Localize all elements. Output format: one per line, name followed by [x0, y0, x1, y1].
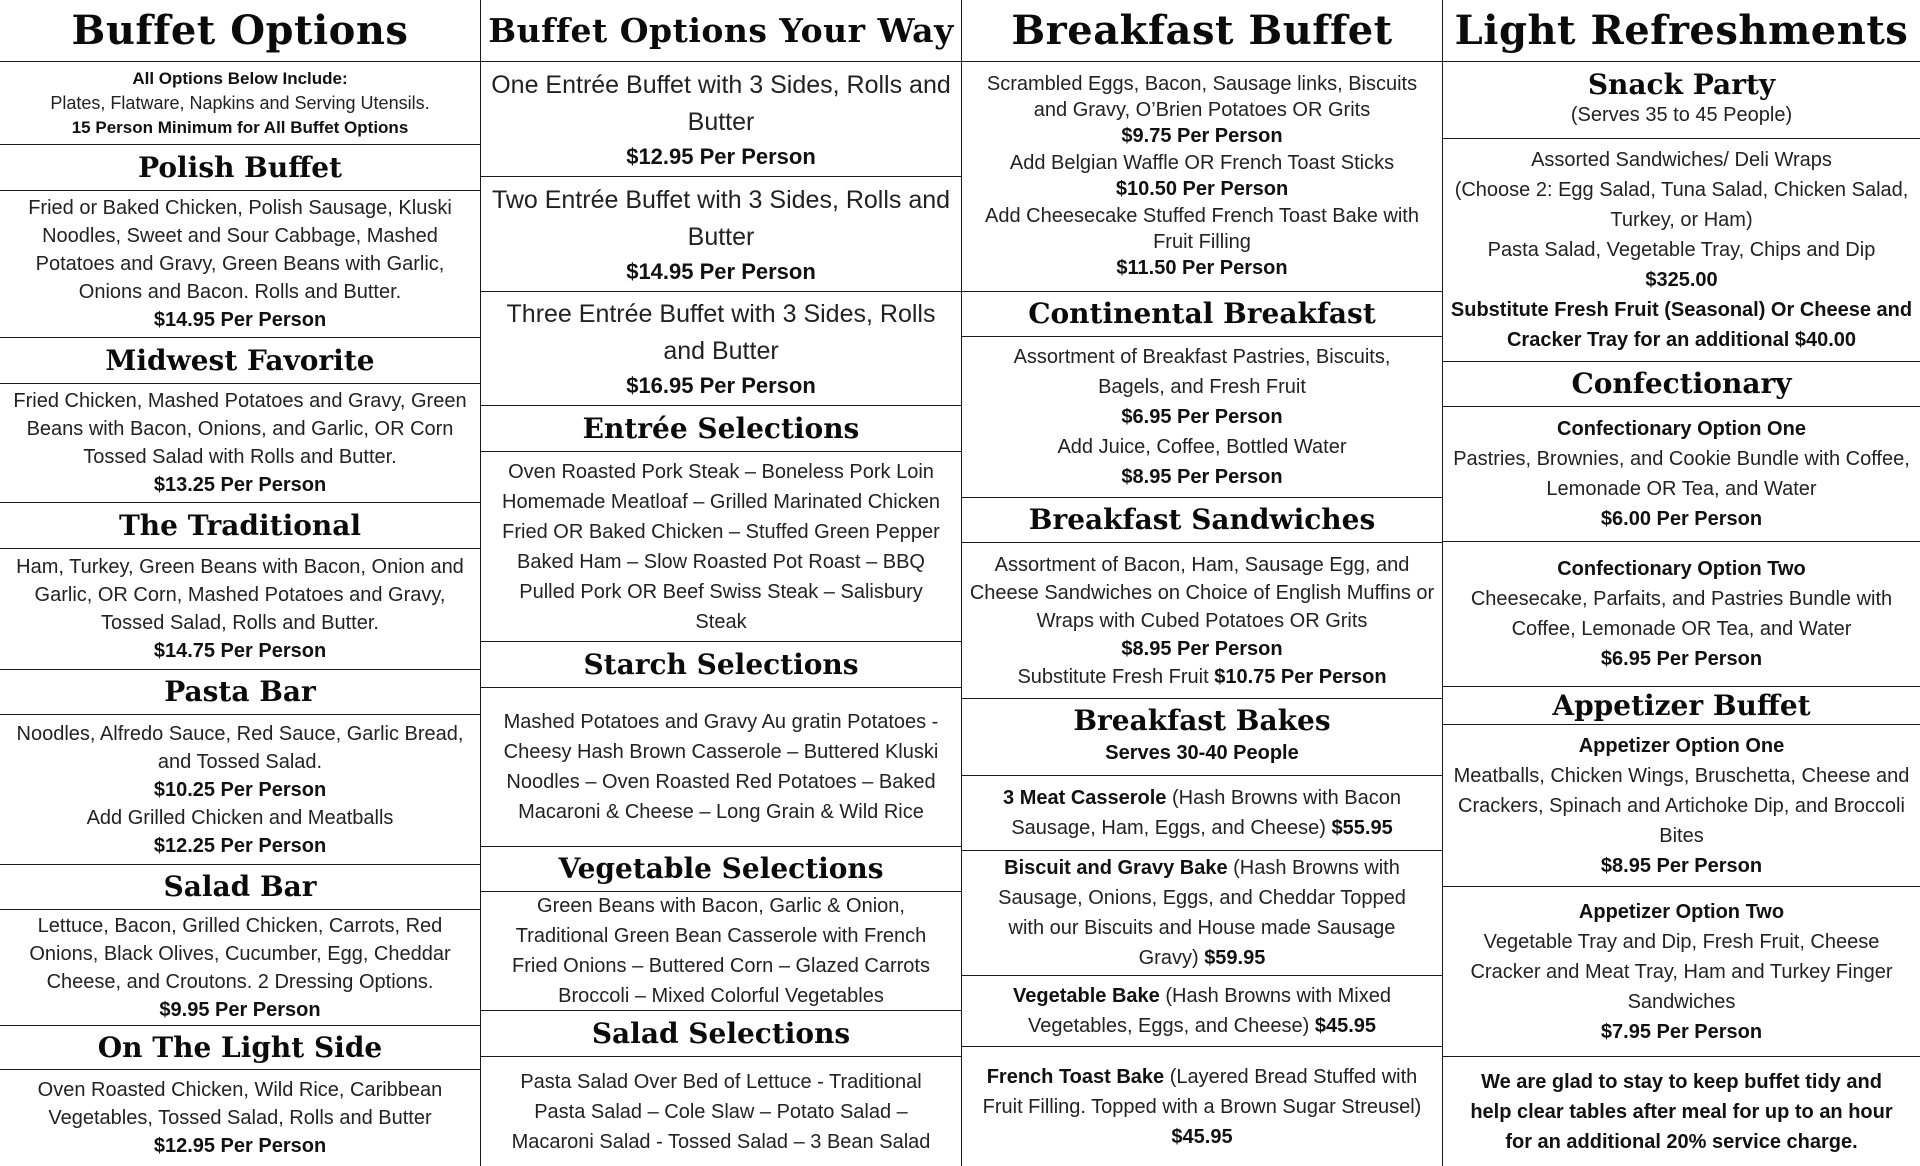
section-body-cell [481, 892, 961, 1011]
option-price: $6.95 Per Person [1600, 648, 1763, 670]
option-title: Appetizer Option Two [1578, 900, 1785, 923]
section-heading-cell [0, 145, 480, 191]
section-price: $9.75 Per Person [1121, 125, 1283, 147]
section-addon-price: $10.50 Per Person [1115, 178, 1289, 200]
section-text: Mashed Potatoes and Gravy Au gratin Potatoes - Cheesy Hash Brown Casserole – Buttered Kluski Noodles – Oven Roasted Red Potatoes – Baked Macaroni & Cheese – Long Grain & Wild Rice [503, 711, 939, 823]
section-body-cell [0, 715, 480, 865]
section-body-cell [0, 191, 480, 338]
bake-item-cell [962, 776, 1442, 851]
option-cell [481, 62, 961, 177]
column-buffet-your-way [481, 0, 962, 1166]
section-heading: Midwest Favorite [105, 343, 375, 377]
sub-price: $10.75 Per Person [1214, 665, 1387, 688]
option-text: Cheesecake, Parfaits, and Pastries Bundle with Coffee, Lemonade OR Tea, and Water [1470, 588, 1893, 640]
intro-line-2: Plates, Flatware, Napkins and Serving Utensils. [50, 92, 430, 113]
section-price: $6.95 Per Person [1121, 406, 1283, 428]
intro-line-1: All Options Below Include: [132, 68, 348, 88]
section-body-cell [962, 337, 1442, 498]
section-heading: Pasta Bar [164, 675, 316, 708]
service-note: We are glad to stay to keep buffet tidy and help clear tables after meal for up to an hour for an additional 20% service charge. [1470, 1070, 1893, 1153]
option-text: Pastries, Brownies, and Cookie Bundle with Coffee, Lemonade OR Tea, and Water [1453, 448, 1910, 500]
section-heading-cell [481, 847, 961, 892]
bake-price: $45.95 [1171, 1125, 1233, 1148]
section-heading-cell [0, 503, 480, 549]
section-addon-price: $12.25 Per Person [153, 834, 327, 857]
option-price: $16.95 Per Person [626, 373, 816, 398]
bake-name: French Toast Bake [986, 1065, 1165, 1088]
section-sub [968, 663, 1436, 691]
bake-price: $45.95 [1314, 1015, 1377, 1037]
section-addon: Add Cheesecake Stuffed French Toast Bake with Fruit Filling [985, 205, 1419, 253]
section-text: Noodles, Alfredo Sauce, Red Sauce, Garlic Bread, and Tossed Salad. [16, 722, 464, 773]
section-heading-cell [1443, 62, 1920, 139]
section-text: Green Beans with Bacon, Garlic & Onion, Traditional Green Bean Casserole with French Fried Onions – Buttered Corn – Glazed Carrots Broccoli – Mixed Colorful Vegetables [512, 895, 930, 1007]
section-heading: Vegetable Selections [558, 852, 884, 885]
section-price: $13.25 Per Person [153, 474, 327, 496]
sub-label: Substitute Fresh Fruit [1017, 665, 1209, 688]
option-cell [1443, 542, 1920, 687]
option-text: Two Entrée Buffet with 3 Sides, Rolls and Butter [491, 185, 951, 251]
bake-name: Vegetable Bake [1013, 985, 1160, 1007]
section-heading: The Traditional [118, 508, 362, 542]
section-heading-cell [962, 292, 1442, 337]
section-heading-cell [1443, 687, 1920, 725]
bake-desc: (Hash Browns with Bacon Sausage, Ham, Eggs, and Cheese) [1011, 787, 1401, 839]
section-body-cell [481, 1057, 961, 1166]
section-heading-cell [481, 406, 961, 452]
bake-desc: (Layered Bread Stuffed with Fruit Filling. Topped with a Brown Sugar Streusel) [982, 1065, 1422, 1118]
column-title-cell [962, 0, 1442, 62]
column-title-cell [481, 0, 961, 62]
section-heading-cell [0, 1026, 480, 1070]
section-heading: Breakfast Sandwiches [1028, 503, 1376, 536]
snack-text-1: Assorted Sandwiches/ Deli Wraps [1531, 149, 1832, 171]
section-addon-price: $8.95 Per Person [1121, 466, 1283, 488]
column-title: Breakfast Buffet [1011, 6, 1393, 54]
section-heading: Starch Selections [583, 647, 859, 681]
section-text: Pasta Salad Over Bed of Lettuce - Traditional Pasta Salad – Cole Slaw – Potato Salad – Macaroni Salad - Tossed Salad – 3 Bean Salad [511, 1070, 931, 1153]
section-heading-cell [962, 699, 1442, 776]
option-cell [1443, 407, 1920, 542]
option-text: Meatballs, Chicken Wings, Bruschetta, Cheese and Crackers, Spinach and Artichoke Dip, and Broccoli Bites [1453, 764, 1910, 847]
option-cell [481, 177, 961, 292]
section-heading-cell [481, 1011, 961, 1057]
option-price: $12.95 Per Person [626, 143, 816, 169]
section-heading: Salad Bar [163, 870, 317, 903]
section-text: Assortment of Bacon, Ham, Sausage Egg, and Cheese Sandwiches on Choice of English Muffins or Wraps with Cubed Potatoes OR Grits [969, 553, 1435, 632]
section-heading: On The Light Side [97, 1030, 383, 1064]
section-text: Oven Roasted Chicken, Wild Rice, Caribbean Vegetables, Tossed Salad, Rolls and Butter [37, 1079, 443, 1129]
bake-item-cell [962, 976, 1442, 1047]
option-text: Three Entrée Buffet with 3 Sides, Rolls and Butter [506, 300, 936, 365]
section-heading: Breakfast Bakes [1073, 704, 1331, 737]
section-addon: Add Juice, Coffee, Bottled Water [1057, 436, 1347, 458]
section-heading-cell [1443, 362, 1920, 407]
section-price: $14.95 Per Person [153, 309, 327, 331]
section-serves: Serves 30-40 People [1105, 742, 1299, 764]
snack-price: $325.00 [1645, 269, 1718, 291]
snack-substitute: Substitute Fresh Fruit (Seasonal) Or Cheese and Cracker Tray for an additional $40.00 [1450, 299, 1913, 351]
section-serves: (Serves 35 to 45 People) [1570, 104, 1793, 126]
section-body-cell [0, 384, 480, 503]
section-text: Assortment of Breakfast Pastries, Biscuits, Bagels, and Fresh Fruit [1013, 346, 1391, 398]
section-price: $10.25 Per Person [153, 778, 327, 801]
section-body-cell [481, 452, 961, 642]
option-title: Confectionary Option Two [1557, 558, 1806, 580]
option-price: $14.95 Per Person [626, 258, 816, 284]
section-text: Oven Roasted Pork Steak – Boneless Pork Loin Homemade Meatloaf – Grilled Marinated Chicken Fried OR Baked Chicken – Stuffed Green Pepper Baked Ham – Slow Roasted Pot Roast – BBQ Pulled Pork OR Beef Swiss Steak – Salisbury Steak [502, 460, 940, 633]
section-heading: Entrée Selections [582, 411, 860, 445]
option-title: Confectionary Option One [1557, 418, 1806, 440]
section-body-cell [0, 910, 480, 1026]
section-heading: Salad Selections [591, 1016, 851, 1050]
section-heading-cell [0, 338, 480, 384]
column-breakfast-buffet [962, 0, 1443, 1166]
option-price: $6.00 Per Person [1600, 508, 1763, 530]
section-price: $8.95 Per Person [1121, 637, 1283, 660]
bake-name: 3 Meat Casserole [1003, 787, 1167, 809]
column-title-cell [0, 0, 480, 62]
section-text: Scrambled Eggs, Bacon, Sausage links, Biscuits and Gravy, O’Brien Potatoes OR Grits [986, 73, 1418, 121]
section-heading-cell [0, 670, 480, 715]
section-text: Lettuce, Bacon, Grilled Chicken, Carrots, Red Onions, Black Olives, Cucumber, Egg, Cheddar Cheese, and Croutons. 2 Dressing Options. [29, 914, 451, 993]
bake-item [982, 853, 1422, 973]
option-price: $7.95 Per Person [1600, 1020, 1763, 1043]
option-text: One Entrée Buffet with 3 Sides, Rolls and Butter [491, 70, 951, 136]
bake-item [980, 783, 1424, 843]
bake-item [990, 981, 1414, 1041]
option-title: Appetizer Option One [1578, 734, 1785, 757]
section-heading: Snack Party [1587, 68, 1776, 101]
section-heading-cell [481, 642, 961, 688]
section-body-cell [962, 543, 1442, 699]
breakfast-buffet-cell [962, 62, 1442, 292]
section-heading: Appetizer Buffet [1552, 688, 1811, 722]
section-heading: Polish Buffet [138, 150, 342, 184]
option-price: $8.95 Per Person [1600, 854, 1763, 877]
bake-item-cell [962, 1047, 1442, 1166]
column-title-cell [1443, 0, 1920, 62]
snack-text-2: (Choose 2: Egg Salad, Tuna Salad, Chicken Salad, Turkey, or Ham) [1454, 179, 1909, 231]
section-heading: Confectionary [1571, 367, 1792, 400]
option-cell [1443, 887, 1920, 1057]
section-addon: Add Grilled Chicken and Meatballs [86, 806, 394, 829]
section-body-cell [481, 688, 961, 847]
section-price: $12.95 Per Person [153, 1135, 327, 1157]
bake-desc: (Hash Browns with Sausage, Onions, Eggs, and Cheddar Topped with our Biscuits and House made Sausage Gravy) [998, 857, 1406, 969]
section-body-cell [0, 549, 480, 670]
column-light-refreshments [1443, 0, 1920, 1166]
section-heading-cell [962, 498, 1442, 543]
option-cell [481, 292, 961, 406]
column-title: Light Refreshments [1454, 6, 1909, 54]
section-addon-price: $11.50 Per Person [1116, 257, 1288, 279]
section-price: $9.95 Per Person [159, 998, 321, 1021]
section-body-cell [0, 1070, 480, 1166]
section-text: Fried Chicken, Mashed Potatoes and Gravy, Green Beans with Bacon, Onions, and Garlic, OR Corn Tossed Salad with Rolls and Butter. [13, 390, 467, 468]
intro-line-3: 15 Person Minimum for All Buffet Options [71, 117, 409, 137]
section-price: $14.75 Per Person [153, 640, 327, 662]
section-body-cell [1443, 139, 1920, 362]
bake-name: Biscuit and Gravy Bake [1004, 857, 1228, 879]
intro-cell [0, 62, 480, 145]
section-heading-cell [0, 865, 480, 910]
bake-price: $55.95 [1331, 817, 1393, 839]
bake-item [982, 1062, 1422, 1152]
bake-desc: (Hash Browns with Mixed Vegetables, Eggs, and Cheese) [1027, 985, 1391, 1037]
footer-cell [1443, 1057, 1920, 1166]
column-title: Buffet Options [71, 6, 409, 54]
option-text: Vegetable Tray and Dip, Fresh Fruit, Cheese Cracker and Meat Tray, Ham and Turkey Finger Sandwiches [1470, 930, 1893, 1013]
section-text: Ham, Turkey, Green Beans with Bacon, Onion and Garlic, OR Corn, Mashed Potatoes and Gravy, Tossed Salad, Rolls and Butter. [16, 556, 464, 634]
column-buffet-options [0, 0, 481, 1166]
snack-text-3: Pasta Salad, Vegetable Tray, Chips and Dip [1487, 239, 1876, 261]
section-text: Fried or Baked Chicken, Polish Sausage, Kluski Noodles, Sweet and Sour Cabbage, Mashed Potatoes and Gravy, Green Beans with Garlic, Onions and Bacon. Rolls and Butter. [28, 197, 452, 303]
option-cell [1443, 725, 1920, 887]
section-addon: Add Belgian Waffle OR French Toast Sticks [1009, 152, 1395, 174]
section-heading: Continental Breakfast [1028, 297, 1376, 330]
bake-item-cell [962, 851, 1442, 976]
column-title: Buffet Options Your Way [488, 11, 954, 50]
bake-price: $59.95 [1204, 947, 1266, 969]
